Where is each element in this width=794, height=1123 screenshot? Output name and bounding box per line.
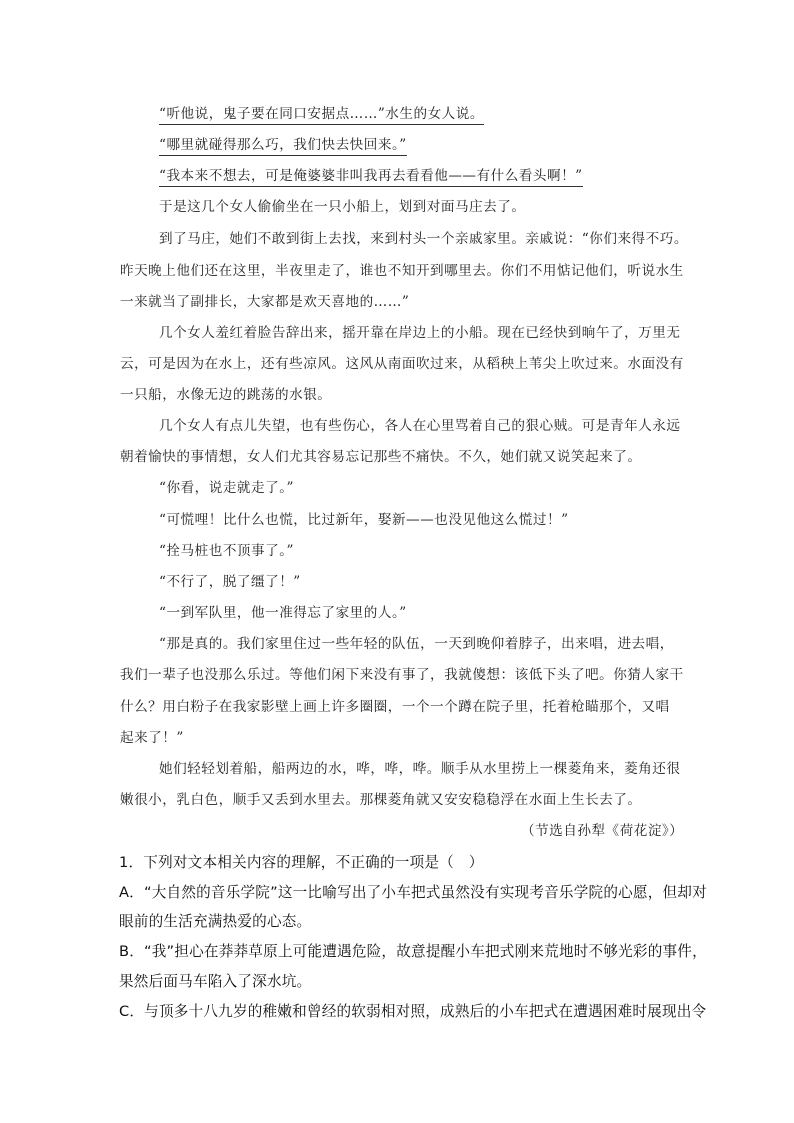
passage-line: “听他说，鬼子要在同口安据点……”水生的女人说。 bbox=[159, 104, 484, 125]
question-option-line: 果然后面马车陷入了深水坑。 bbox=[119, 973, 312, 990]
passage-line: “一到军队里，他一准得忘了家里的人。” bbox=[159, 605, 407, 621]
passage-line: 我们一辈子也没那么乐过。等他们闲下来没有事了，我就傻想：该低下头了吧。你猜人家干 bbox=[120, 667, 684, 683]
passage-line: 云，可是因为在水上，还有些凉风。这风从南面吹过来，从稻秧上苇尖上吹过来。水面没有 bbox=[120, 356, 684, 372]
question-option-line: B．“我”担心在莽莽草原上可能遭遇危险，故意提醒小车把式刚来荒地时不够光彩的事件， bbox=[119, 943, 707, 960]
passage-line: “你看，说走就走了。” bbox=[159, 480, 294, 496]
question-option-line: A．“大自然的音乐学院”这一比喻写出了小车把式虽然没有实现考音乐学院的心愿，但却对 bbox=[119, 884, 707, 901]
passage-line: 到了马庄，她们不敢到街上去找，来到村头一个亲戚家里。亲戚说：“你们来得不巧。 bbox=[159, 231, 688, 247]
passage-line: 什么？用白粉子在我家影壁上画上许多圈圈，一个一个蹲在院子里，托着枪瞄那个，又唱 bbox=[120, 699, 670, 715]
passage-line: 一只船，水像无边的跳荡的水银。 bbox=[120, 387, 332, 403]
question-option-line: C．与顶多十八九岁的稚嫩和曾经的软弱相对照，成熟后的小车把式在遭遇困难时展现出令 bbox=[119, 1003, 707, 1020]
passage-line: 几个女人羞红着脸告辞出来，摇开靠在岸边上的小船。现在已经快到晌午了，万里无 bbox=[159, 325, 681, 341]
passage-line: 起来了！” bbox=[120, 730, 184, 746]
passage-line: 昨天晚上他们还在这里，半夜里走了，谁也不知开到哪里去。你们不用惦记他们，听说水生 bbox=[120, 263, 684, 279]
question-stem: 1．下列对文本相关内容的理解，不正确的一项是（ ） bbox=[119, 854, 484, 871]
passage-line: “拴马桩也不顶事了。” bbox=[159, 543, 294, 559]
passage-line: 一来就当了副排长，大家都是欢天喜地的……” bbox=[120, 294, 410, 310]
passage-line: 于是这几个女人偷偷坐在一只小船上，划到对面马庄去了。 bbox=[159, 199, 526, 215]
question-option-line: 眼前的生活充满热爱的心态。 bbox=[119, 913, 312, 930]
passage-line: 朝着愉快的事情想，女人们尤其容易忘记那些不痛快。不久，她们就又说笑起来了。 bbox=[120, 449, 642, 465]
passage-line: 嫩很小，乳白色，顺手又丢到水里去。那棵菱角就又安安稳稳浮在水面上生长去了。 bbox=[120, 792, 642, 808]
passage-line: 几个女人有点儿失望，也有些伤心，各人在心里骂着自己的狠心贼。可是青年人永远 bbox=[159, 418, 681, 434]
passage-line: “我本来不想去，可是俺婆婆非叫我再去看看他——有什么看头啊！” bbox=[159, 166, 583, 187]
passage-source: （节选自孙犁《荷花淀》） bbox=[521, 823, 684, 839]
passage-line: “可慌哩！比什么也慌，比过新年，娶新——也没见他这么慌过！” bbox=[159, 512, 569, 528]
passage-line: “不行了，脱了缰了！” bbox=[159, 574, 301, 590]
passage-line: 她们轻轻划着船，船两边的水，哗，哗，哗。顺手从水里捞上一棵菱角来，菱角还很 bbox=[159, 761, 681, 777]
passage-line: “哪里就碰得那么巧，我们快去快回来。” bbox=[159, 135, 407, 156]
passage-line: “那是真的。我们家里住过一些年轻的队伍，一天到晚仰着脖子，出来唱，进去唱， bbox=[159, 636, 674, 652]
